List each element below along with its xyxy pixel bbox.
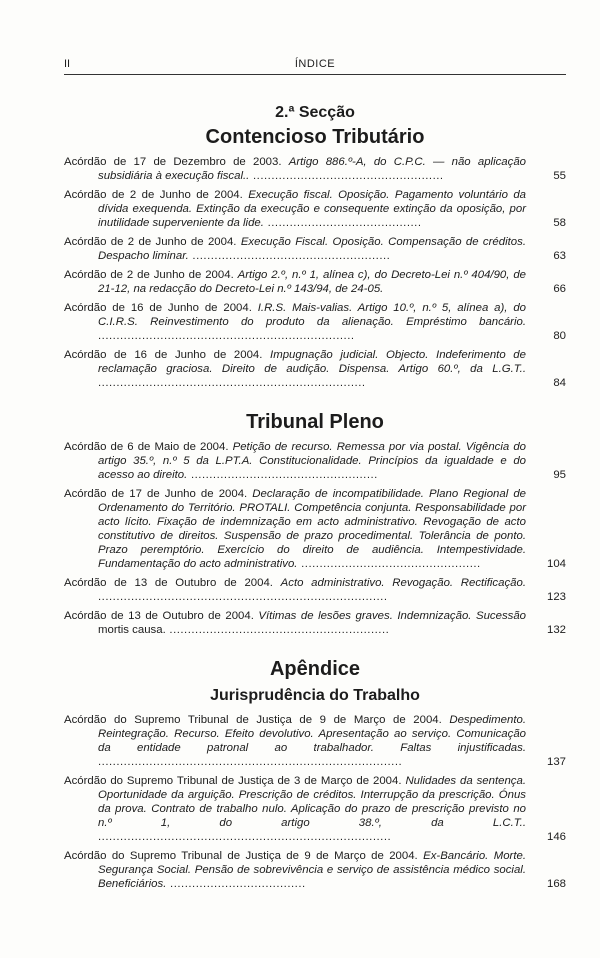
entry-page-number: 146	[546, 831, 566, 843]
index-entry	[64, 440, 566, 482]
index-entry	[64, 235, 566, 263]
index-entry	[64, 713, 566, 769]
entry-text	[64, 487, 526, 571]
entry-leader-dots: ...................................................	[187, 469, 378, 481]
entry-lead: Acórdão de 13 de Outubro de 2004.	[64, 577, 281, 589]
entry-lead: Acórdão do Supremo Tribunal de Justiça de 3 de Março de 2004.	[64, 775, 406, 787]
section-title: Contencioso Tributário	[205, 126, 425, 148]
entry-text	[64, 609, 526, 637]
entry-leader-dots: .........................................................................	[98, 377, 366, 389]
entry-description: Artigo 886.º-A, do C.P.C. — não aplicação subsidiária à execução fiscal..	[98, 156, 526, 182]
entry-leader-dots: ....................................................	[249, 170, 444, 182]
entry-leader-dots: ..........................................	[263, 217, 422, 229]
entry-text	[64, 849, 526, 891]
index-entry	[64, 268, 566, 296]
entry-text	[64, 713, 526, 769]
entry-description: Despedimento. Reintegração. Recurso. Efeito devolutivo. Apresentação ao serviço. Comunicação da entidade patronal ao trabalhador. Faltas injustificadas.	[98, 714, 526, 754]
plenary-title: Tribunal Pleno	[246, 411, 384, 433]
entry-text	[64, 188, 526, 230]
entry-page-number: 55	[553, 170, 566, 182]
entry-description: Declaração de incompatibilidade. Plano Regional de Ordenamento do Território. PROTALI. Competência conjunta. Responsabilidade por acto lícito. Fixação de indemnização em acto administrativo. Revogação de acto constitutivo de direitos. Suspensão de prazo procedimental. Tolerância de ponto. Prazo peremptório. Exercício do direito de audiência. Intempestividade. Fundamentação do acto administrativo.	[98, 488, 526, 570]
index-entry	[64, 849, 566, 891]
entry-description: Acto administrativo. Revogação. Rectificação.	[280, 577, 526, 589]
entry-leader-dots: ............................................................	[165, 624, 390, 636]
index-entry	[64, 487, 566, 571]
entry-lead: Acórdão de 2 de Junho de 2004.	[64, 269, 238, 281]
entry-description: Impugnação judicial. Objecto. Indeferimento de reclamação graciosa. Direito de audição. Dispensa. Artigo 60.º, da L.G.T..	[98, 349, 526, 375]
entry-lead: Acórdão de 17 de Dezembro de 2003.	[64, 156, 289, 168]
entry-page-number: 63	[553, 250, 566, 262]
entry-lead: Acórdão de 2 de Junho de 2004.	[64, 236, 241, 248]
entry-page-number: 168	[546, 878, 566, 890]
entry-text	[64, 155, 526, 183]
entry-description: I.R.S. Mais-valias. Artigo 10.º, n.º 5, alínea a), do C.I.R.S. Reinvestimento do produto da alienação. Empréstimo bancário.	[98, 302, 526, 328]
running-header	[64, 54, 566, 75]
section-label: 2.ª Secção	[275, 104, 355, 121]
plenary-entries	[64, 440, 566, 637]
entry-extra: mortis causa.	[98, 624, 166, 636]
entry-page-number: 123	[546, 591, 566, 603]
entry-page-number: 104	[546, 558, 566, 570]
entry-description: Execução fiscal. Oposição. Pagamento voluntário da dívida exequenda. Extinção da execução e consequente extinção da oposição, por inutilidade superveniente da lide.	[98, 189, 526, 229]
index-content	[64, 104, 566, 896]
entry-leader-dots: .....................................	[166, 878, 306, 890]
entry-text	[64, 576, 526, 604]
entry-lead: Acórdão de 17 de Junho de 2004.	[64, 488, 253, 500]
entry-lead: Acórdão de 16 de Junho de 2004.	[64, 302, 258, 314]
index-entry	[64, 301, 566, 343]
entry-page-number: 137	[546, 756, 566, 768]
entry-text	[64, 235, 526, 263]
entry-text	[64, 440, 526, 482]
entry-description: Ex-Bancário. Morte. Segurança Social. Pensão de sobrevivência e serviço de assistência médico social. Beneficiários.	[98, 850, 527, 890]
entry-lead: Acórdão do Supremo Tribunal de Justiça de 9 de Março de 2004.	[64, 714, 450, 726]
entry-lead: Acórdão de 6 de Maio de 2004.	[64, 441, 233, 453]
entry-page-number: 132	[546, 624, 566, 636]
section-entries	[64, 155, 566, 390]
entry-leader-dots: ...................................................................................	[98, 756, 403, 768]
entry-page-number: 95	[553, 469, 566, 481]
entry-description: Petição de recurso. Remessa por via postal. Vigência do artigo 35.º, n.º 5 da L.PT.A. Constitucionalidade. Princípios da igualdade e do acesso ao direito.	[98, 441, 526, 481]
page-number: II	[64, 58, 71, 70]
entry-leader-dots: .................................................	[297, 558, 481, 570]
entry-description: Vítimas de lesões graves. Indemnização. Sucessão	[258, 610, 527, 622]
entry-page-number: 80	[553, 330, 566, 342]
entry-page-number: 58	[553, 217, 566, 229]
entry-lead: Acórdão de 13 de Outubro de 2004.	[64, 610, 259, 622]
header-title: ÍNDICE	[294, 58, 336, 70]
appendix-entries	[64, 713, 566, 891]
entry-page-number: 66	[553, 283, 566, 295]
entry-lead: Acórdão de 16 de Junho de 2004.	[64, 349, 271, 361]
entry-description: Nulidades da sentença. Oportunidade da arguição. Prescrição de créditos. Interrupção da prescrição. Ónus da prova. Contrato de trabalho nulo. Aplicação do prazo de prescrição previsto no n.º 1, do artigo 38.º, da L.C.T..	[98, 775, 526, 829]
entry-leader-dots: ...............................................................................	[98, 591, 388, 603]
entry-page-number: 84	[553, 377, 566, 389]
entry-leader-dots: ......................................................	[188, 250, 391, 262]
index-entry	[64, 155, 566, 183]
appendix-title: Apêndice	[269, 658, 361, 680]
index-entry	[64, 576, 566, 604]
entry-leader-dots: ................................................................................	[98, 831, 392, 843]
appendix-subtitle: Jurisprudência do Trabalho	[210, 687, 420, 704]
index-entry	[64, 774, 566, 844]
index-entry	[64, 188, 566, 230]
entry-leader-dots: ......................................................................	[98, 330, 355, 342]
entry-text	[64, 301, 526, 343]
entry-description: Artigo 2.º, n.º 1, alínea c), do Decreto-Lei n.º 404/90, de 21-12, na redacção do Decreto-Lei n.º 143/94, de 24-05.	[98, 269, 526, 295]
entry-description: Execução Fiscal. Oposição. Compensação de créditos. Despacho liminar.	[98, 236, 526, 262]
index-entry	[64, 609, 566, 637]
entry-lead: Acórdão do Supremo Tribunal de Justiça de 9 de Março de 2004.	[64, 850, 424, 862]
entry-text	[64, 774, 526, 844]
entry-text	[64, 348, 526, 390]
entry-text	[64, 268, 526, 296]
entry-lead: Acórdão de 2 de Junho de 2004.	[64, 189, 249, 201]
index-entry	[64, 348, 566, 390]
